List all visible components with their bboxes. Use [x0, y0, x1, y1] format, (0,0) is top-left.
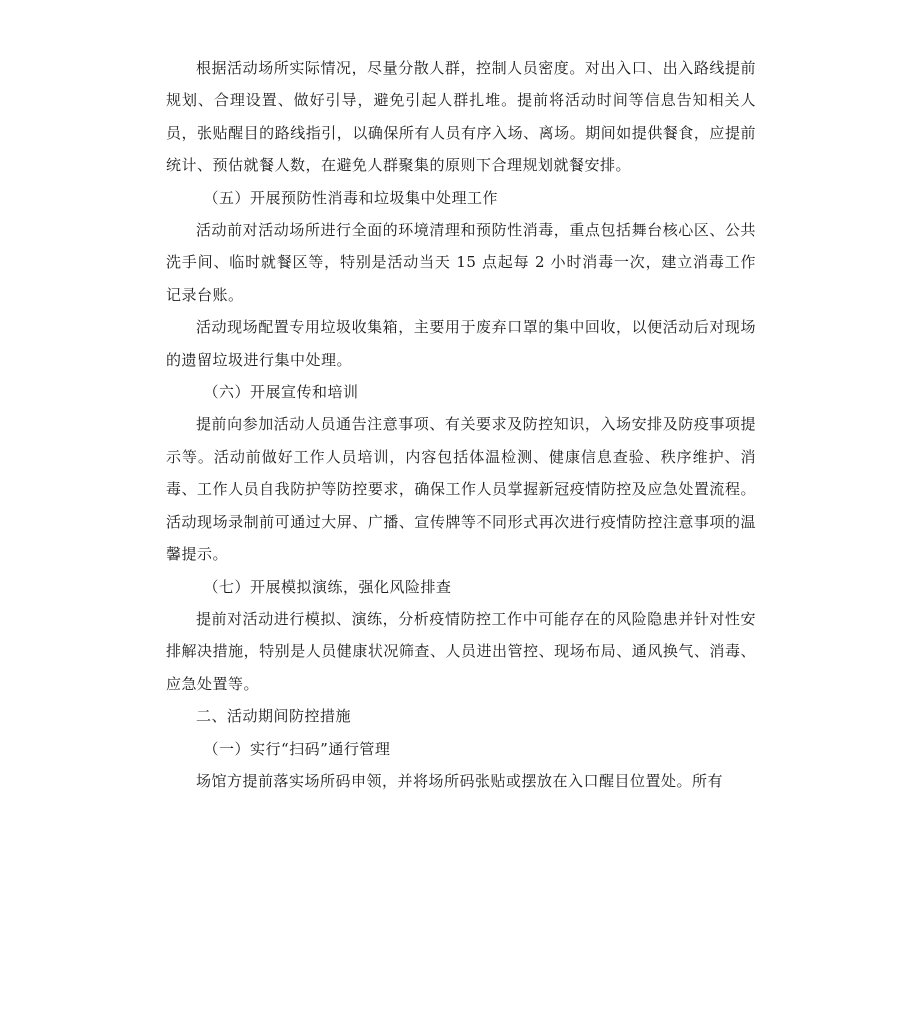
section-heading-drill: （七）开展模拟演练，强化风险排查 — [203, 577, 452, 596]
section-heading-scan-code: （一）实行“扫码”通行管理 — [203, 739, 391, 758]
paragraph-scan-code: 场馆方提前落实场所码申领，并将场所码张贴或摆放在入口醒目位置处。所有 — [196, 771, 724, 790]
paragraph-drill: 提前对活动进行模拟、演练，分析疫情防控工作中可能存在的风险隐患并针对性安排解决措施，特别是人员健康状况筛查、人员进出管控、现场布局、通风换气、消毒、应急处置等。 — [166, 609, 756, 693]
section-heading-training: （六）开展宣传和培训 — [203, 383, 359, 402]
chapter-heading-during-event: 二、活动期间防控措施 — [196, 707, 352, 726]
paragraph-training: 提前向参加活动人员通告注意事项、有关要求及防控知识，入场安排及防疫事项提示等。活动前做好工作人员培训，内容包括体温检测、健康信息查验、秩序维护、消毒、工作人员自我防护等防控要求，确保工作人员掌握新冠疫情防控及应急处置流程。活动现场录制前可通过大屏、广播、宣传牌等不同形式再次进行疫情防控注意事项的温馨提示。 — [166, 415, 756, 564]
section-heading-disinfection: （五）开展预防性消毒和垃圾集中处理工作 — [203, 188, 499, 207]
paragraph-disinfection: 活动前对活动场所进行全面的环境清理和预防性消毒，重点包括舞台核心区、公共洗手间、临时就餐区等，特别是活动当天 15 点起每 2 小时消毒一次，建立消毒工作记录台账。 — [166, 221, 756, 304]
document-body — [166, 52, 756, 797]
paragraph-crowd-control: 根据活动场所实际情况，尽量分散人群，控制人员密度。对出入口、出入路线提前规划、合理设置、做好引导，避免引起人群扎堆。提前将活动时间等信息告知相关人员，张贴醒目的路线指引，以确保所有人员有序入场、离场。期间如提供餐食，应提前统计、预估就餐人数，在避免人群聚集的原则下合理规划就餐安排。 — [166, 59, 756, 175]
paragraph-garbage: 活动现场配置专用垃圾收集箱，主要用于废弃口罩的集中回收，以便活动后对现场的遗留垃圾进行集中处理。 — [166, 318, 756, 369]
